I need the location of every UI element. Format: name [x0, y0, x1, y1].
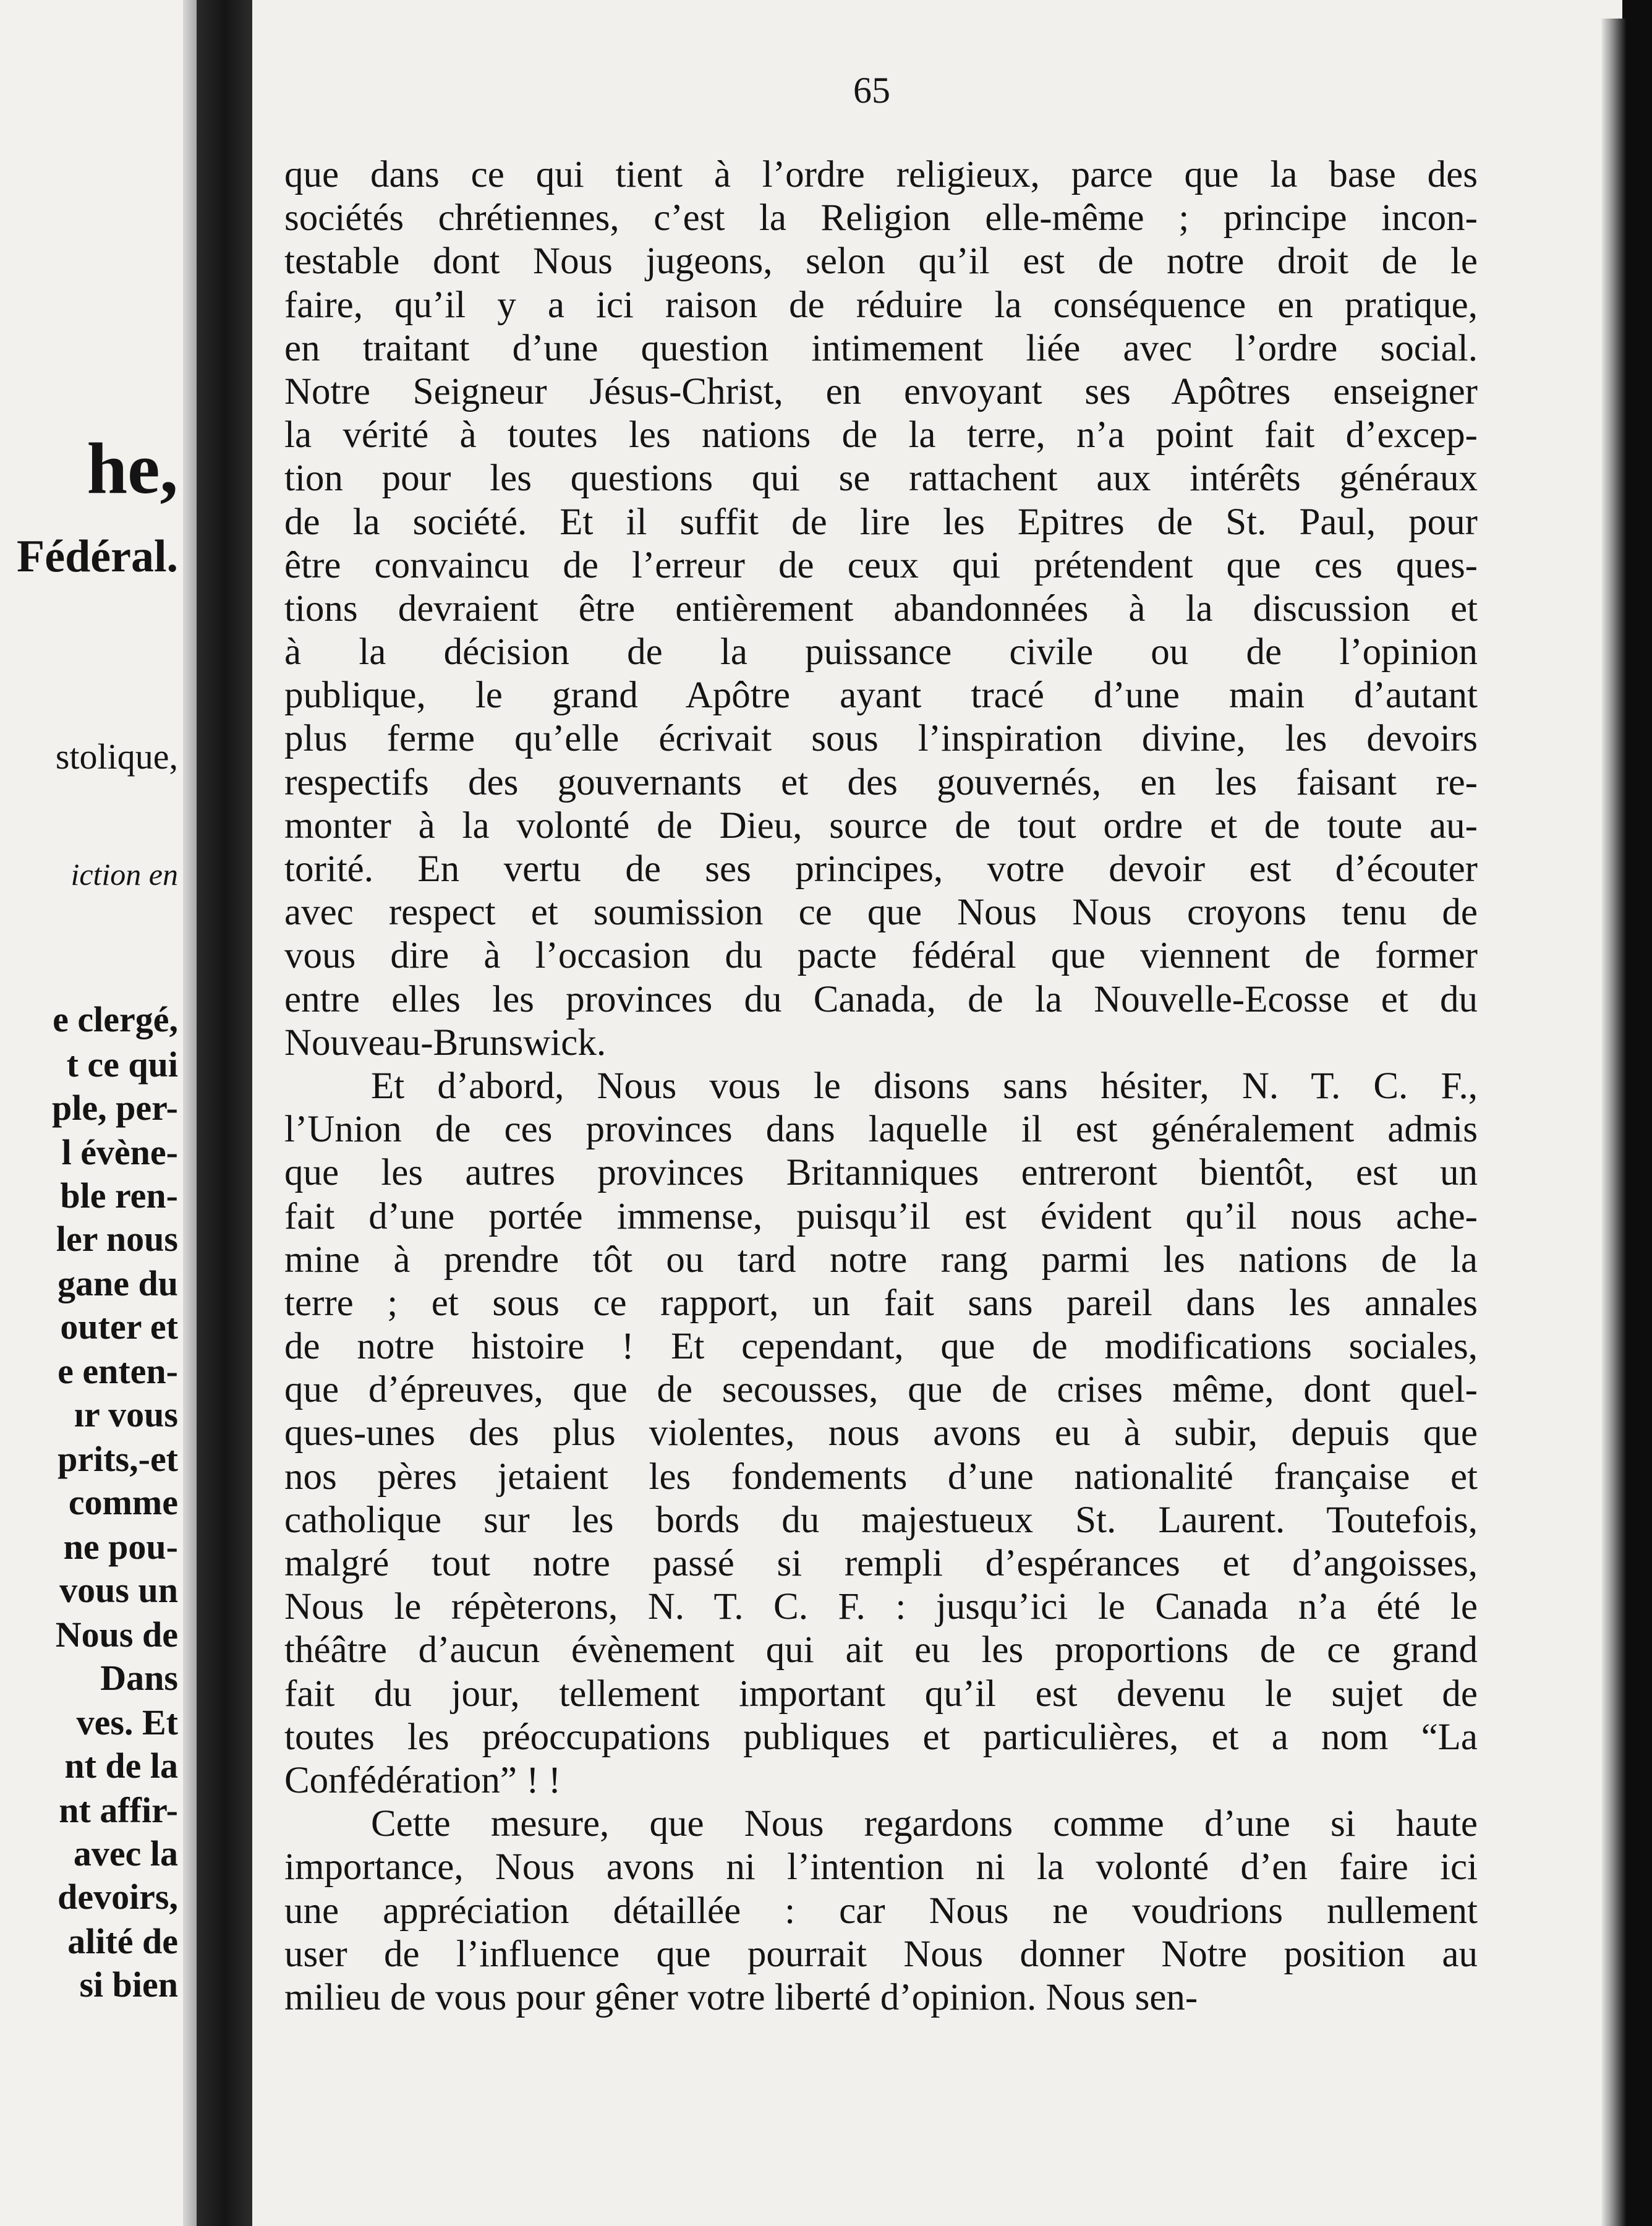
- text-line: sociétés chrétiennes, c’est la Religion elle-même ; principe incon-: [284, 197, 1478, 239]
- left-page-line: ır vous: [74, 1394, 178, 1435]
- left-page-line: iction en: [70, 857, 178, 892]
- book-gutter: [197, 0, 252, 2226]
- text-line: Cette mesure, que Nous regardons comme d’une si haute: [371, 1803, 1478, 1845]
- text-line: Notre Seigneur Jésus-Christ, en envoyant ses Apôtres enseigner: [284, 370, 1478, 412]
- text-line: torité. En vertu de ses principes, votre devoir est d’écouter: [284, 848, 1478, 890]
- text-line: de notre histoire ! Et cependant, que de modifications sociales,: [284, 1326, 1478, 1368]
- left-page-line: si bien: [79, 1964, 178, 2005]
- text-line: publique, le grand Apôtre ayant tracé d’une main d’autant: [284, 675, 1478, 717]
- left-page-line: Nous de: [55, 1614, 178, 1655]
- left-page-line: ler nous: [56, 1219, 178, 1259]
- left-page-line: nt affir-: [59, 1790, 178, 1830]
- left-page-line: stolique,: [55, 736, 178, 777]
- left-page-line: ple, per-: [51, 1088, 178, 1128]
- left-page-line: Dans: [100, 1658, 178, 1698]
- text-line: une appréciation détaillée : car Nous ne voudrions nullement: [284, 1890, 1478, 1932]
- text-line: tions devraient être entièrement abandonnées à la discussion et: [284, 587, 1478, 629]
- text-line: importance, Nous avons ni l’intention ni la volonté d’en faire ici: [284, 1846, 1478, 1888]
- text-line: respectifs des gouvernants et des gouvernés, en les faisant re-: [284, 761, 1478, 803]
- body-text: [284, 153, 1478, 2019]
- text-line: Et d’abord, Nous vous le disons sans hésiter, N. T. C. F.,: [371, 1065, 1478, 1107]
- text-line: de la société. Et il suffit de lire les Epitres de St. Paul, pour: [284, 501, 1478, 543]
- left-page-line: nt de la: [64, 1746, 178, 1786]
- text-line: avec respect et soumission ce que Nous Nous croyons tenu de: [284, 892, 1478, 934]
- left-page-line: Fédéral.: [17, 531, 178, 582]
- text-line: faire, qu’il y a ici raison de réduire la conséquence en pratique,: [284, 284, 1478, 326]
- left-page-line: l évène-: [61, 1132, 178, 1172]
- text-line: user de l’influence que pourrait Nous donner Notre position au: [284, 1933, 1478, 1975]
- left-page-line: prits,-et: [57, 1439, 178, 1479]
- text-line: milieu de vous pour gêner votre liberté d’opinion. Nous sen-: [284, 1976, 1198, 2018]
- text-line: tion pour les questions qui se rattachent aux intérêts généraux: [284, 458, 1478, 500]
- text-line: terre ; et sous ce rapport, un fait sans pareil dans les annales: [284, 1282, 1478, 1324]
- text-line: Nouveau-Brunswick.: [284, 1021, 607, 1064]
- text-line: être convaincu de l’erreur de ceux qui prétendent que ces ques-: [284, 544, 1478, 586]
- text-line: que d’épreuves, que de secousses, que de crises même, dont quel-: [284, 1369, 1478, 1411]
- left-page-line: e enten-: [57, 1351, 178, 1391]
- page-number: 65: [853, 70, 890, 111]
- text-line: théâtre d’aucun évènement qui ait eu les proportions de ce grand: [284, 1629, 1478, 1671]
- text-line: que dans ce qui tient à l’ordre religieux, parce que la base des: [284, 154, 1478, 195]
- left-page-line: he,: [87, 428, 178, 509]
- text-line: que les autres provinces Britanniques entreront bientôt, est un: [284, 1152, 1478, 1194]
- left-page-line: vous un: [59, 1570, 178, 1610]
- left-page-line: ves. Et: [76, 1702, 178, 1742]
- text-line: entre elles les provinces du Canada, de la Nouvelle-Ecosse et du: [284, 978, 1478, 1020]
- text-line: toutes les préoccupations publiques et particulières, et a nom “La: [284, 1716, 1478, 1758]
- left-page-line: ble ren-: [60, 1175, 178, 1216]
- text-line: plus ferme qu’elle écrivait sous l’inspiration divine, les devoirs: [284, 718, 1478, 760]
- text-line: catholique sur les bords du majestueux St. Laurent. Toutefois,: [284, 1499, 1478, 1541]
- left-page-line: t ce qui: [66, 1044, 178, 1085]
- text-line: monter à la volonté de Dieu, source de tout ordre et de toute au-: [284, 804, 1478, 846]
- text-line: l’Union de ces provinces dans laquelle il est généralement admis: [284, 1109, 1478, 1151]
- text-line: fait du jour, tellement important qu’il est devenu le sujet de: [284, 1673, 1478, 1715]
- text-line: en traitant d’une question intimement liée avec l’ordre social.: [284, 327, 1478, 369]
- text-line: nos pères jetaient les fondements d’une nationalité française et: [284, 1456, 1478, 1498]
- text-line: testable dont Nous jugeons, selon qu’il est de notre droit de le: [284, 241, 1478, 283]
- left-page-line: comme: [68, 1482, 178, 1522]
- text-line: la vérité à toutes les nations de la terre, n’a point fait d’excep-: [284, 414, 1478, 456]
- text-line: Confédération” ! !: [284, 1759, 561, 1801]
- text-line: Nous le répèterons, N. T. C. F. : jusqu’ici le Canada n’a été le: [284, 1586, 1478, 1628]
- left-page-line: outer et: [60, 1307, 178, 1347]
- text-line: ques-unes des plus violentes, nous avons eu à subir, depuis que: [284, 1412, 1478, 1454]
- text-line: malgré tout notre passé si rempli d’espérances et d’angoisses,: [284, 1543, 1478, 1584]
- left-page-line: e clergé,: [53, 999, 178, 1039]
- left-page-line: ne pou-: [63, 1527, 178, 1567]
- text-line: à la décision de la puissance civile ou de l’opinion: [284, 631, 1478, 673]
- text-line: vous dire à l’occasion du pacte fédéral que viennent de former: [284, 935, 1478, 977]
- page-edge-shadow: [1601, 19, 1626, 2226]
- left-page-line: devoirs,: [57, 1877, 178, 1917]
- left-page-line: avec la: [73, 1833, 178, 1874]
- left-page-line: alité de: [67, 1921, 178, 1961]
- left-page-line: gane du: [57, 1263, 178, 1303]
- text-line: mine à prendre tôt ou tard notre rang parmi les nations de la: [284, 1239, 1478, 1281]
- text-line: fait d’une portée immense, puisqu’il est évident qu’il nous ache-: [284, 1195, 1478, 1237]
